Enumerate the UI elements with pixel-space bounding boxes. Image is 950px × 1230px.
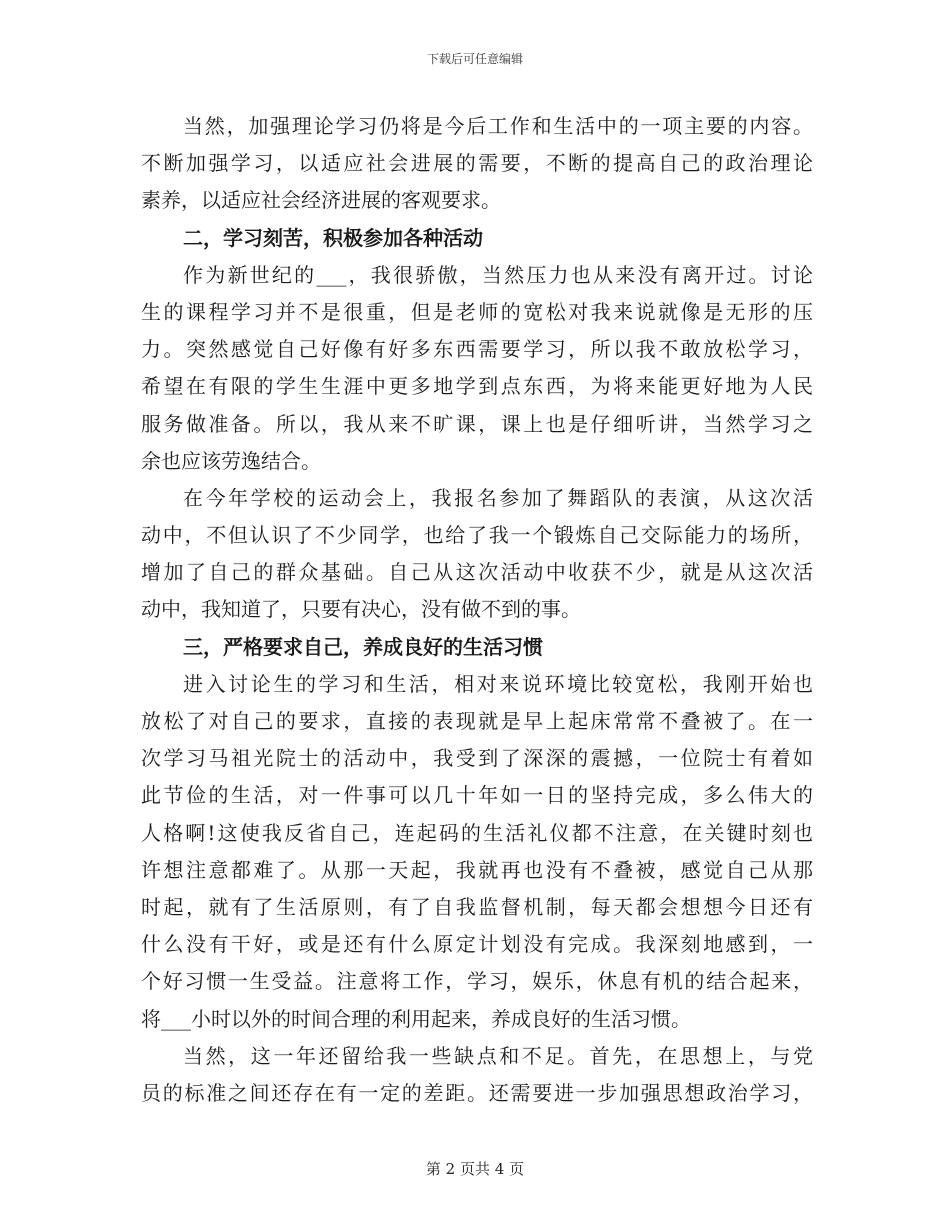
paragraph-line: 许想注意都难了。从那一天起，我就再也没有不叠被，感觉自己从那 [141, 857, 813, 882]
section-heading: 二，学习刻苦，积极参加各种活动 [183, 225, 483, 250]
paragraph-line: 什么没有干好，或是还有什么原定计划没有完成。我深刻地感到，一 [141, 932, 813, 957]
paragraph-line: 员的标准之间还存在有一定的差距。还需要进一步加强思想政治学习， [141, 1080, 813, 1105]
paragraph-line: 素养，以适应社会经济进展的客观要求。 [141, 188, 501, 213]
paragraph-line: 动中，不但认识了不少同学，也给了我一个锻炼自己交际能力的场所， [141, 523, 813, 548]
paragraph-line: 个好习惯一生受益。注意将工作，学习，娱乐，休息有机的结合起来， [141, 969, 813, 994]
paragraph-line: 人格啊!这使我反省自己，连起码的生活礼仪都不注意，在关键时刻也 [141, 820, 813, 845]
paragraph-line: 动中，我知道了，只要有决心，没有做不到的事。 [141, 597, 581, 622]
paragraph-line: 服务做准备。所以，我从来不旷课，课上也是仔细听讲，当然学习之 [141, 411, 813, 436]
paragraph-line: 在今年学校的运动会上，我报名参加了舞蹈队的表演，从这次活 [183, 485, 813, 510]
paragraph-line: 余也应该劳逸结合。 [141, 448, 321, 473]
paragraph-line: 将___小时以外的时间合理的利用起来，养成良好的生活习惯。 [141, 1006, 691, 1031]
paragraph-line: 此节俭的生活，对一件事可以几十年如一日的坚持完成，多么伟大的 [141, 783, 813, 808]
paragraph-line: 次学习马祖光院士的活动中，我受到了深深的震撼，一位院士有着如 [141, 746, 813, 771]
paragraph-line: 当然，加强理论学习仍将是今后工作和生活中的一项主要的内容。 [183, 114, 813, 138]
paragraph-line: 放松了对自己的要求，直接的表现就是早上起床常常不叠被了。在一 [141, 709, 813, 733]
page-footer: 第 2 页共 4 页 [425, 1160, 525, 1178]
paragraph-line: 作为新世纪的___，我很骄傲，当然压力也从来没有离开过。讨论 [183, 262, 813, 287]
paragraph-line: 力。突然感觉自己好像有好多东西需要学习，所以我不敢放松学习， [141, 337, 813, 362]
paragraph-line: 增加了自己的群众基础。自己从这次活动中收获不少，就是从这次活 [141, 560, 813, 585]
document-body [141, 108, 813, 1112]
paragraph-line: 时起，就有了生活原则，有了自我监督机制，每天都会想想今日还有 [141, 894, 813, 919]
paragraph-line: 不断加强学习，以适应社会进展的需要，不断的提高自己的政治理论 [141, 151, 813, 176]
section-heading: 三，严格要求自己，养成良好的生活习惯 [183, 634, 543, 659]
paragraph-line: 进入讨论生的学习和生活，相对来说环境比较宽松，我刚开始也 [183, 671, 813, 696]
paragraph-line: 希望在有限的学生生涯中更多地学到点东西，为将来能更好地为人民 [141, 374, 813, 399]
page-header: 下载后可任意编辑 [426, 52, 523, 66]
paragraph-line: 生的课程学习并不是很重，但是老师的宽松对我来说就像是无形的压 [141, 299, 813, 324]
paragraph-line: 当然，这一年还留给我一些缺点和不足。首先，在思想上，与党 [183, 1043, 813, 1068]
